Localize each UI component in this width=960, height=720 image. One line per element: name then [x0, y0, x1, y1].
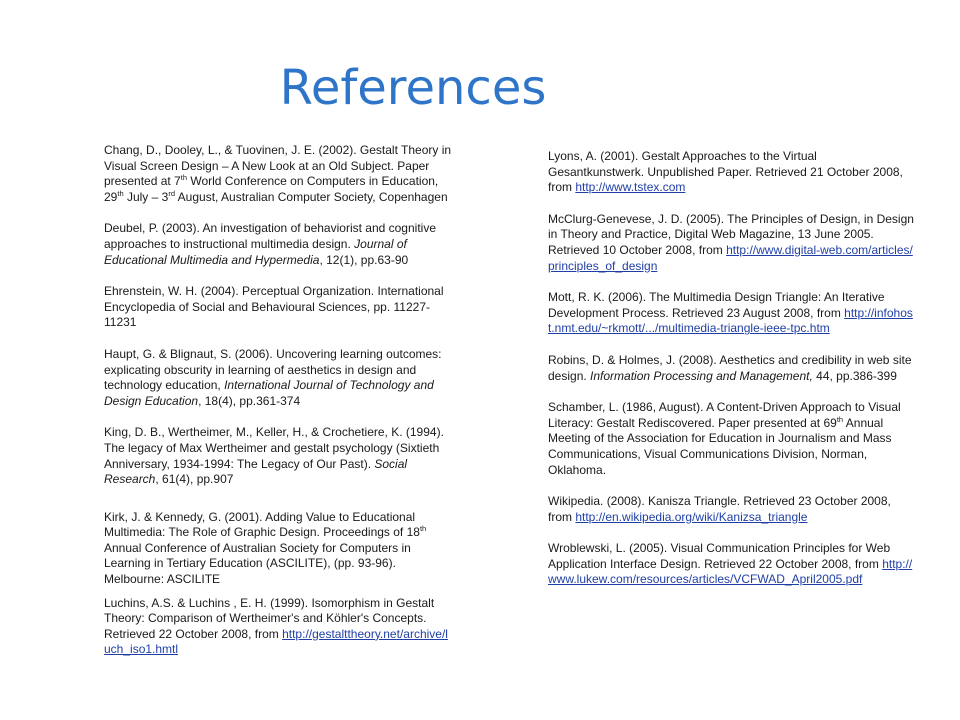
- superscript: th: [419, 524, 427, 534]
- reference-text: King, D. B., Wertheimer, M., Keller, H., & Crochetiere, K. (1994). The legacy of Max Wertheimer and gestalt psychology (Sixtieth Anniversary, 1934-1994: The Legacy of Our Past).: [104, 425, 444, 471]
- reference-text: 44, pp.386-399: [812, 368, 897, 383]
- superscript: th: [180, 173, 187, 183]
- reference-lyons: [548, 149, 916, 196]
- reference-text: , 18(4), pp.361-374: [198, 393, 301, 408]
- reference-ehrenstein: [104, 284, 454, 331]
- reference-text: , 61(4), pp.907: [155, 472, 234, 487]
- reference-wikipedia: [548, 494, 916, 525]
- journal-title: International Journal of Technology and Design Education: [104, 378, 434, 408]
- reference-schamber: [548, 400, 916, 478]
- reference-mott: [548, 290, 916, 337]
- reference-text: Chang, D., Dooley, L., & Tuovinen, J. E. (2002). Gestalt Theory in Visual Screen Design – A New Look at an Old Subject. Paper presented at 7: [104, 143, 452, 189]
- reference-text: McClurg-Genevese, J. D. (2005). The Principles of Design, in Design in Theory and Practice, Digital Web Magazine, 13 June 2005. Retrieved 10 October 2008, from: [548, 211, 914, 257]
- reference-text: Annual Conference of Australian Society for Computers in Learning in Tertiary Education (ASCILITE), (pp. 93-96). Melbourne: ASCILITE: [104, 540, 411, 587]
- reference-link[interactable]: http://en.wikipedia.org/wiki/Kanizsa_triangle: [575, 509, 808, 524]
- references-left-column: [104, 143, 454, 658]
- reference-text: Kirk, J. & Kennedy, G. (2001). Adding Value to Educational Multimedia: The Role of Graphic Design. Proceedings of 18: [104, 509, 420, 540]
- slide-title: References: [279, 60, 547, 116]
- superscript: rd: [168, 188, 175, 198]
- reference-text: Mott, R. K. (2006). The Multimedia Design Triangle: An Iterative Development Process. Retrieved 23 August 2008, from: [548, 290, 885, 320]
- reference-text: Luchins, A.S. & Luchins , E. H. (1999). Isomorphism in Gestalt Theory: Comparison of Wertheimer's and Köhler's Concepts. Retrieved 22 October 2008, from: [104, 595, 435, 641]
- reference-link[interactable]: http://infohost.nmt.edu/~rkmott/.../multimedia-triangle-ieee-tpc.htm: [548, 305, 913, 336]
- reference-robins: [548, 353, 916, 384]
- reference-text: Robins, D. & Holmes, J. (2008). Aesthetics and credibility in web site design.: [548, 352, 912, 383]
- references-right-column: [548, 149, 916, 588]
- superscript: th: [836, 414, 844, 424]
- reference-text: August, Australian Computer Society, Copenhagen: [175, 189, 448, 204]
- reference-wroblewski: [548, 541, 916, 588]
- reference-chang: [104, 143, 454, 205]
- reference-deubel: [104, 221, 454, 268]
- reference-link[interactable]: http://www.digital-web.com/articles/principles_of_design: [548, 242, 913, 273]
- reference-link[interactable]: http://gestalttheory.net/archive/luch_iso1.hmtl: [104, 626, 448, 657]
- reference-text: Ehrenstein, W. H. (2004). Perceptual Organization. International Encyclopedia of Social and Behavioural Sciences, pp. 11227-11231: [104, 284, 444, 330]
- reference-text: Lyons, A. (2001). Gestalt Approaches to the Virtual Gesantkunstwerk. Unpublished Paper. Retrieved 21 October 2008, from: [548, 149, 903, 195]
- reference-text: , 12(1), pp.63-90: [319, 252, 409, 267]
- reference-text: Wroblewski, L. (2005). Visual Communication Principles for Web Application Interface Design. Retrieved 22 October 2008, from: [548, 541, 891, 571]
- journal-title: Information Processing and Management,: [590, 368, 813, 383]
- reference-mcclurg: [548, 212, 916, 274]
- journal-title: Social Research: [104, 456, 408, 487]
- reference-king: [104, 425, 454, 487]
- reference-text: July – 3: [123, 189, 169, 204]
- reference-text: World Conference on Computers in Education, 29: [104, 174, 439, 204]
- reference-kirk: [104, 510, 454, 588]
- reference-luchins: [104, 596, 454, 658]
- superscript: th: [117, 188, 124, 198]
- reference-text: Haupt, G. & Blignaut, S. (2006). Uncovering learning outcomes: explicating obscurity in learning of aesthetics in design and technology education,: [104, 346, 442, 393]
- reference-text: Deubel, P. (2003). An investigation of behaviorist and cognitive approaches to instructional multimedia design.: [104, 221, 436, 251]
- reference-text: Schamber, L. (1986, August). A Content-Driven Approach to Visual Literacy: Gestalt Rediscovered. Paper presented at 69: [548, 400, 901, 430]
- reference-link[interactable]: http://www.tstex.com: [575, 180, 686, 195]
- journal-title: Journal of Educational Multimedia and Hypermedia: [104, 236, 407, 267]
- reference-link[interactable]: http://www.lukew.com/resources/articles/VCFWAD_April2005.pdf: [548, 556, 913, 587]
- reference-text: Annual Meeting of the Association for Education in Journalism and Mass Communications, Visual Communications Division, Norman, Oklahoma.: [548, 415, 892, 477]
- reference-haupt: [104, 347, 454, 409]
- reference-text: Wikipedia. (2008). Kanisza Triangle. Retrieved 23 October 2008, from: [548, 494, 891, 524]
